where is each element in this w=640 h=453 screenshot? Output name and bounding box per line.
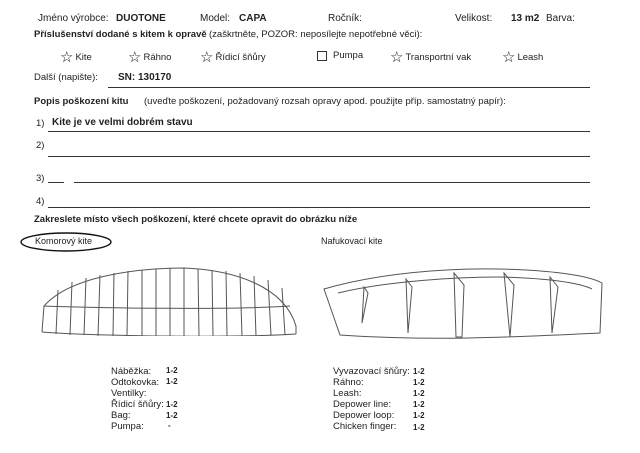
grade-label: Pumpa: (111, 421, 144, 432)
damage-line-number: 4) (36, 196, 45, 207)
maker-value: DUOTONE (116, 13, 166, 24)
option-label: Ráhno (143, 52, 172, 63)
damage-line-1-underline (48, 131, 590, 132)
grade-label: Řídicí šňůry: (111, 399, 164, 410)
damage-line-3-underline (74, 182, 590, 183)
grade-label: Leash: (333, 388, 362, 399)
option-label: Kite (75, 52, 92, 63)
grade-value: 1-2 (413, 378, 425, 387)
model-label: Model: (200, 13, 231, 24)
grade-value: 1-2 (413, 423, 425, 432)
grade-value: 1-2 (413, 367, 425, 376)
maker-label: Jméno výrobce: (38, 13, 109, 24)
year-label: Ročník: (328, 13, 362, 24)
damage-line-number: 1) (36, 118, 45, 129)
grade-value: 1-2 (166, 366, 178, 375)
grade-value: 1-2 (166, 400, 178, 409)
empty-checkbox-icon (317, 51, 327, 61)
damage-line-text[interactable]: Kite je ve velmi dobrém stavu (52, 117, 193, 128)
accessories-note: (zaškrtněte, POZOR: neposílejte nepotřebné věci): (209, 29, 423, 40)
right-kite-label: Nafukovací kite (321, 236, 383, 246)
size-value: 13 m2 (511, 13, 540, 24)
option-pumpa[interactable] (317, 50, 363, 61)
star-checkmark-icon: ☆ (390, 49, 404, 66)
option-label: Leash (517, 52, 544, 63)
damage-line-3-stub (48, 182, 64, 183)
option-label: Pumpa (333, 50, 364, 61)
damage-line-4-underline (48, 207, 590, 208)
left-kite-label: Komorový kite (35, 236, 93, 246)
star-checkmark-icon: ☆ (502, 49, 516, 66)
option-ridici-snury[interactable] (200, 50, 266, 65)
grade-label: Ventilky: (111, 388, 147, 399)
option-transportni-vak[interactable] (390, 50, 471, 65)
star-checkmark-icon: ☆ (200, 49, 214, 66)
damage-line-2-underline (48, 156, 590, 157)
grade-label: Chicken finger: (333, 421, 397, 432)
grade-value: - (168, 421, 171, 430)
option-leash[interactable] (502, 50, 543, 65)
grade-value: 1-2 (413, 400, 425, 409)
accessories-heading: Příslušenství dodané s kitem k opravě (34, 29, 207, 40)
inflatable-kite-diagram (318, 263, 608, 343)
grade-label: Odtokovka: (111, 377, 160, 388)
grade-value: 1-2 (413, 389, 425, 398)
grade-value: 1-2 (166, 377, 178, 386)
other-underline (108, 87, 590, 88)
damage-heading: Popis poškození kitu (34, 96, 129, 107)
color-label: Barva: (546, 13, 575, 24)
damage-note: (uveďte poškození, požadovaný rozsah opravy apod. použijte příp. samostatný papír): (144, 96, 506, 107)
foil-kite-diagram (34, 266, 304, 336)
damage-line-number: 2) (36, 140, 45, 151)
star-checkmark-icon: ☆ (128, 49, 142, 66)
option-rahno[interactable] (128, 50, 171, 65)
grade-value: 1-2 (166, 411, 178, 420)
grade-label: Ráhno: (333, 377, 364, 388)
grade-label: Bag: (111, 410, 131, 421)
grade-label: Vyvazovací šňůry: (333, 366, 410, 377)
option-label: Řídicí šňůry (215, 52, 266, 63)
size-label: Velikost: (455, 13, 493, 24)
other-value: SN: 130170 (118, 72, 172, 83)
grade-label: Depower loop: (333, 410, 395, 421)
star-checkmark-icon: ☆ (60, 49, 74, 66)
grade-label: Náběžka: (111, 366, 152, 377)
grade-label: Depower line: (333, 399, 392, 410)
diagram-heading: Zakreslete místo všech poškození, které chcete opravit do obrázku níže (34, 214, 358, 225)
grade-value: 1-2 (413, 411, 425, 420)
model-value: CAPA (239, 13, 267, 24)
other-label: Další (napište): (34, 72, 98, 83)
damage-line-number: 3) (36, 173, 45, 184)
option-kite[interactable] (60, 50, 92, 65)
option-label: Transportní vak (405, 52, 472, 63)
